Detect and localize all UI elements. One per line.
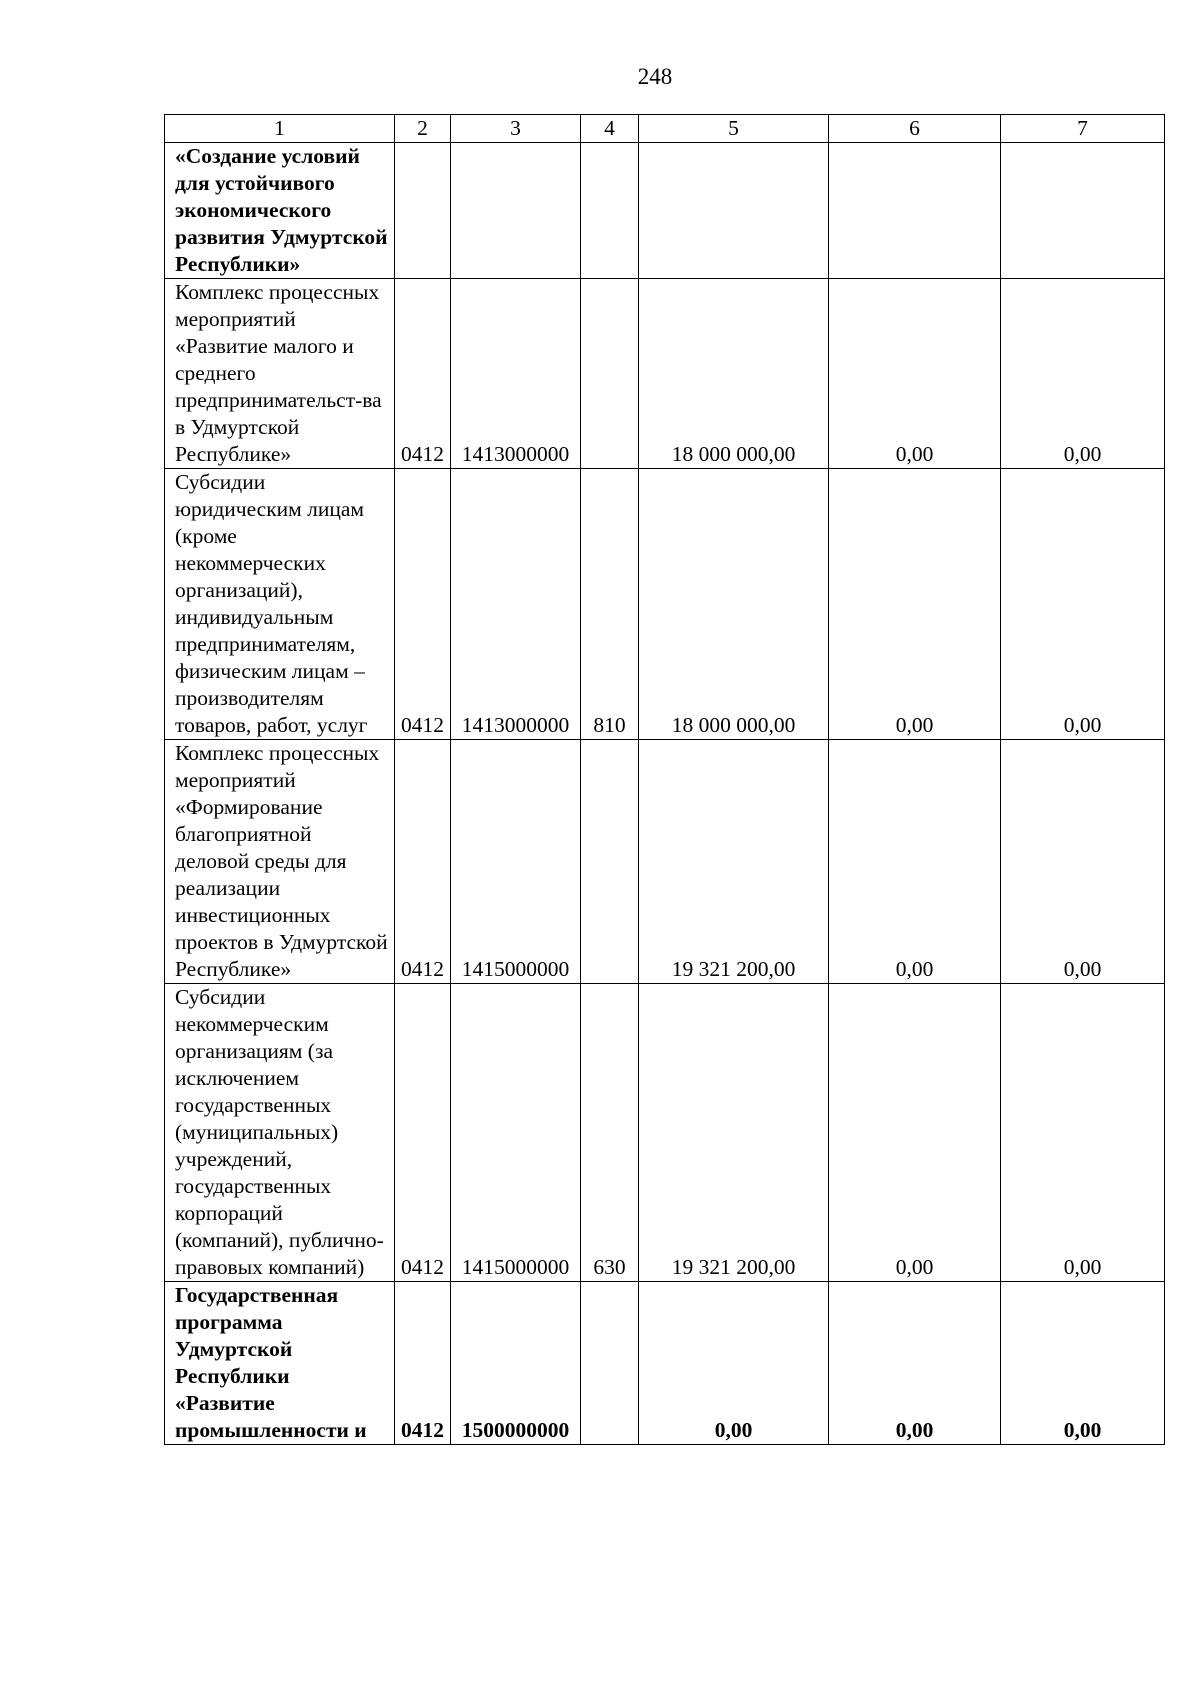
section-code-cell: 0412	[395, 469, 451, 740]
table-row	[165, 984, 1165, 1282]
amount-col6-cell	[829, 143, 1001, 279]
table-row	[165, 469, 1165, 740]
amount-col5-cell	[639, 143, 829, 279]
item-name-cell: Субсидии некоммерческим организациям (за исключением государственных (муниципальных) учреждений, государственных корпораций (компаний), публично-правовых компаний)	[165, 984, 395, 1282]
expense-type-cell	[581, 279, 639, 469]
column-header-3: 3	[451, 115, 581, 143]
section-code-cell: 0412	[395, 279, 451, 469]
amount-col7-cell: 0,00	[1001, 740, 1165, 984]
amount-col5-cell: 19 321 200,00	[639, 740, 829, 984]
column-header-6: 6	[829, 115, 1001, 143]
item-name-cell: Комплекс процессных мероприятий «Развитие малого и среднего предпринимательст-ва в Удмуртской Республике»	[165, 279, 395, 469]
target-code-cell: 1415000000	[451, 740, 581, 984]
amount-col7-cell: 0,00	[1001, 984, 1165, 1282]
table-row	[165, 143, 1165, 279]
table-body	[165, 143, 1165, 1445]
amount-col5-cell: 18 000 000,00	[639, 469, 829, 740]
target-code-cell: 1413000000	[451, 469, 581, 740]
item-name-cell: Комплекс процессных мероприятий «Формирование благоприятной деловой среды для реализации инвестиционных проектов в Удмуртской Республике»	[165, 740, 395, 984]
target-code-cell: 1413000000	[451, 279, 581, 469]
column-header-5: 5	[639, 115, 829, 143]
expense-type-cell	[581, 1282, 639, 1445]
amount-col6-cell: 0,00	[829, 984, 1001, 1282]
amount-col7-cell	[1001, 143, 1165, 279]
section-code-cell: 0412	[395, 984, 451, 1282]
section-code-cell: 0412	[395, 1282, 451, 1445]
amount-col5-cell: 0,00	[639, 1282, 829, 1445]
target-code-cell: 1415000000	[451, 984, 581, 1282]
amount-col7-cell: 0,00	[1001, 469, 1165, 740]
expense-type-cell: 630	[581, 984, 639, 1282]
amount-col5-cell: 19 321 200,00	[639, 984, 829, 1282]
item-name-cell: «Создание условий для устойчивого экономического развития Удмуртской Республики»	[165, 143, 395, 279]
target-code-cell: 1500000000	[451, 1282, 581, 1445]
amount-col6-cell: 0,00	[829, 279, 1001, 469]
amount-col7-cell: 0,00	[1001, 279, 1165, 469]
expense-type-cell: 810	[581, 469, 639, 740]
table-row	[165, 279, 1165, 469]
expense-type-cell	[581, 740, 639, 984]
target-code-cell	[451, 143, 581, 279]
column-header-2: 2	[395, 115, 451, 143]
amount-col7-cell: 0,00	[1001, 1282, 1165, 1445]
amount-col6-cell: 0,00	[829, 740, 1001, 984]
table-row	[165, 740, 1165, 984]
amount-col6-cell: 0,00	[829, 469, 1001, 740]
expense-type-cell	[581, 143, 639, 279]
section-code-cell	[395, 143, 451, 279]
column-header-4: 4	[581, 115, 639, 143]
column-header-1: 1	[165, 115, 395, 143]
item-name-cell: Субсидии юридическим лицам (кроме некоммерческих организаций), индивидуальным предпринимателям, физическим лицам – производителям товаров, работ, услуг	[165, 469, 395, 740]
page-number: 248	[637, 64, 673, 89]
table-header-row	[165, 115, 1165, 143]
section-code-cell: 0412	[395, 740, 451, 984]
table-row	[165, 1282, 1165, 1445]
column-header-7: 7	[1001, 115, 1165, 143]
item-name-cell: Государственная программа Удмуртской Республики «Развитие промышленности и	[165, 1282, 395, 1445]
amount-col6-cell: 0,00	[829, 1282, 1001, 1445]
budget-table	[164, 114, 1165, 1445]
amount-col5-cell: 18 000 000,00	[639, 279, 829, 469]
